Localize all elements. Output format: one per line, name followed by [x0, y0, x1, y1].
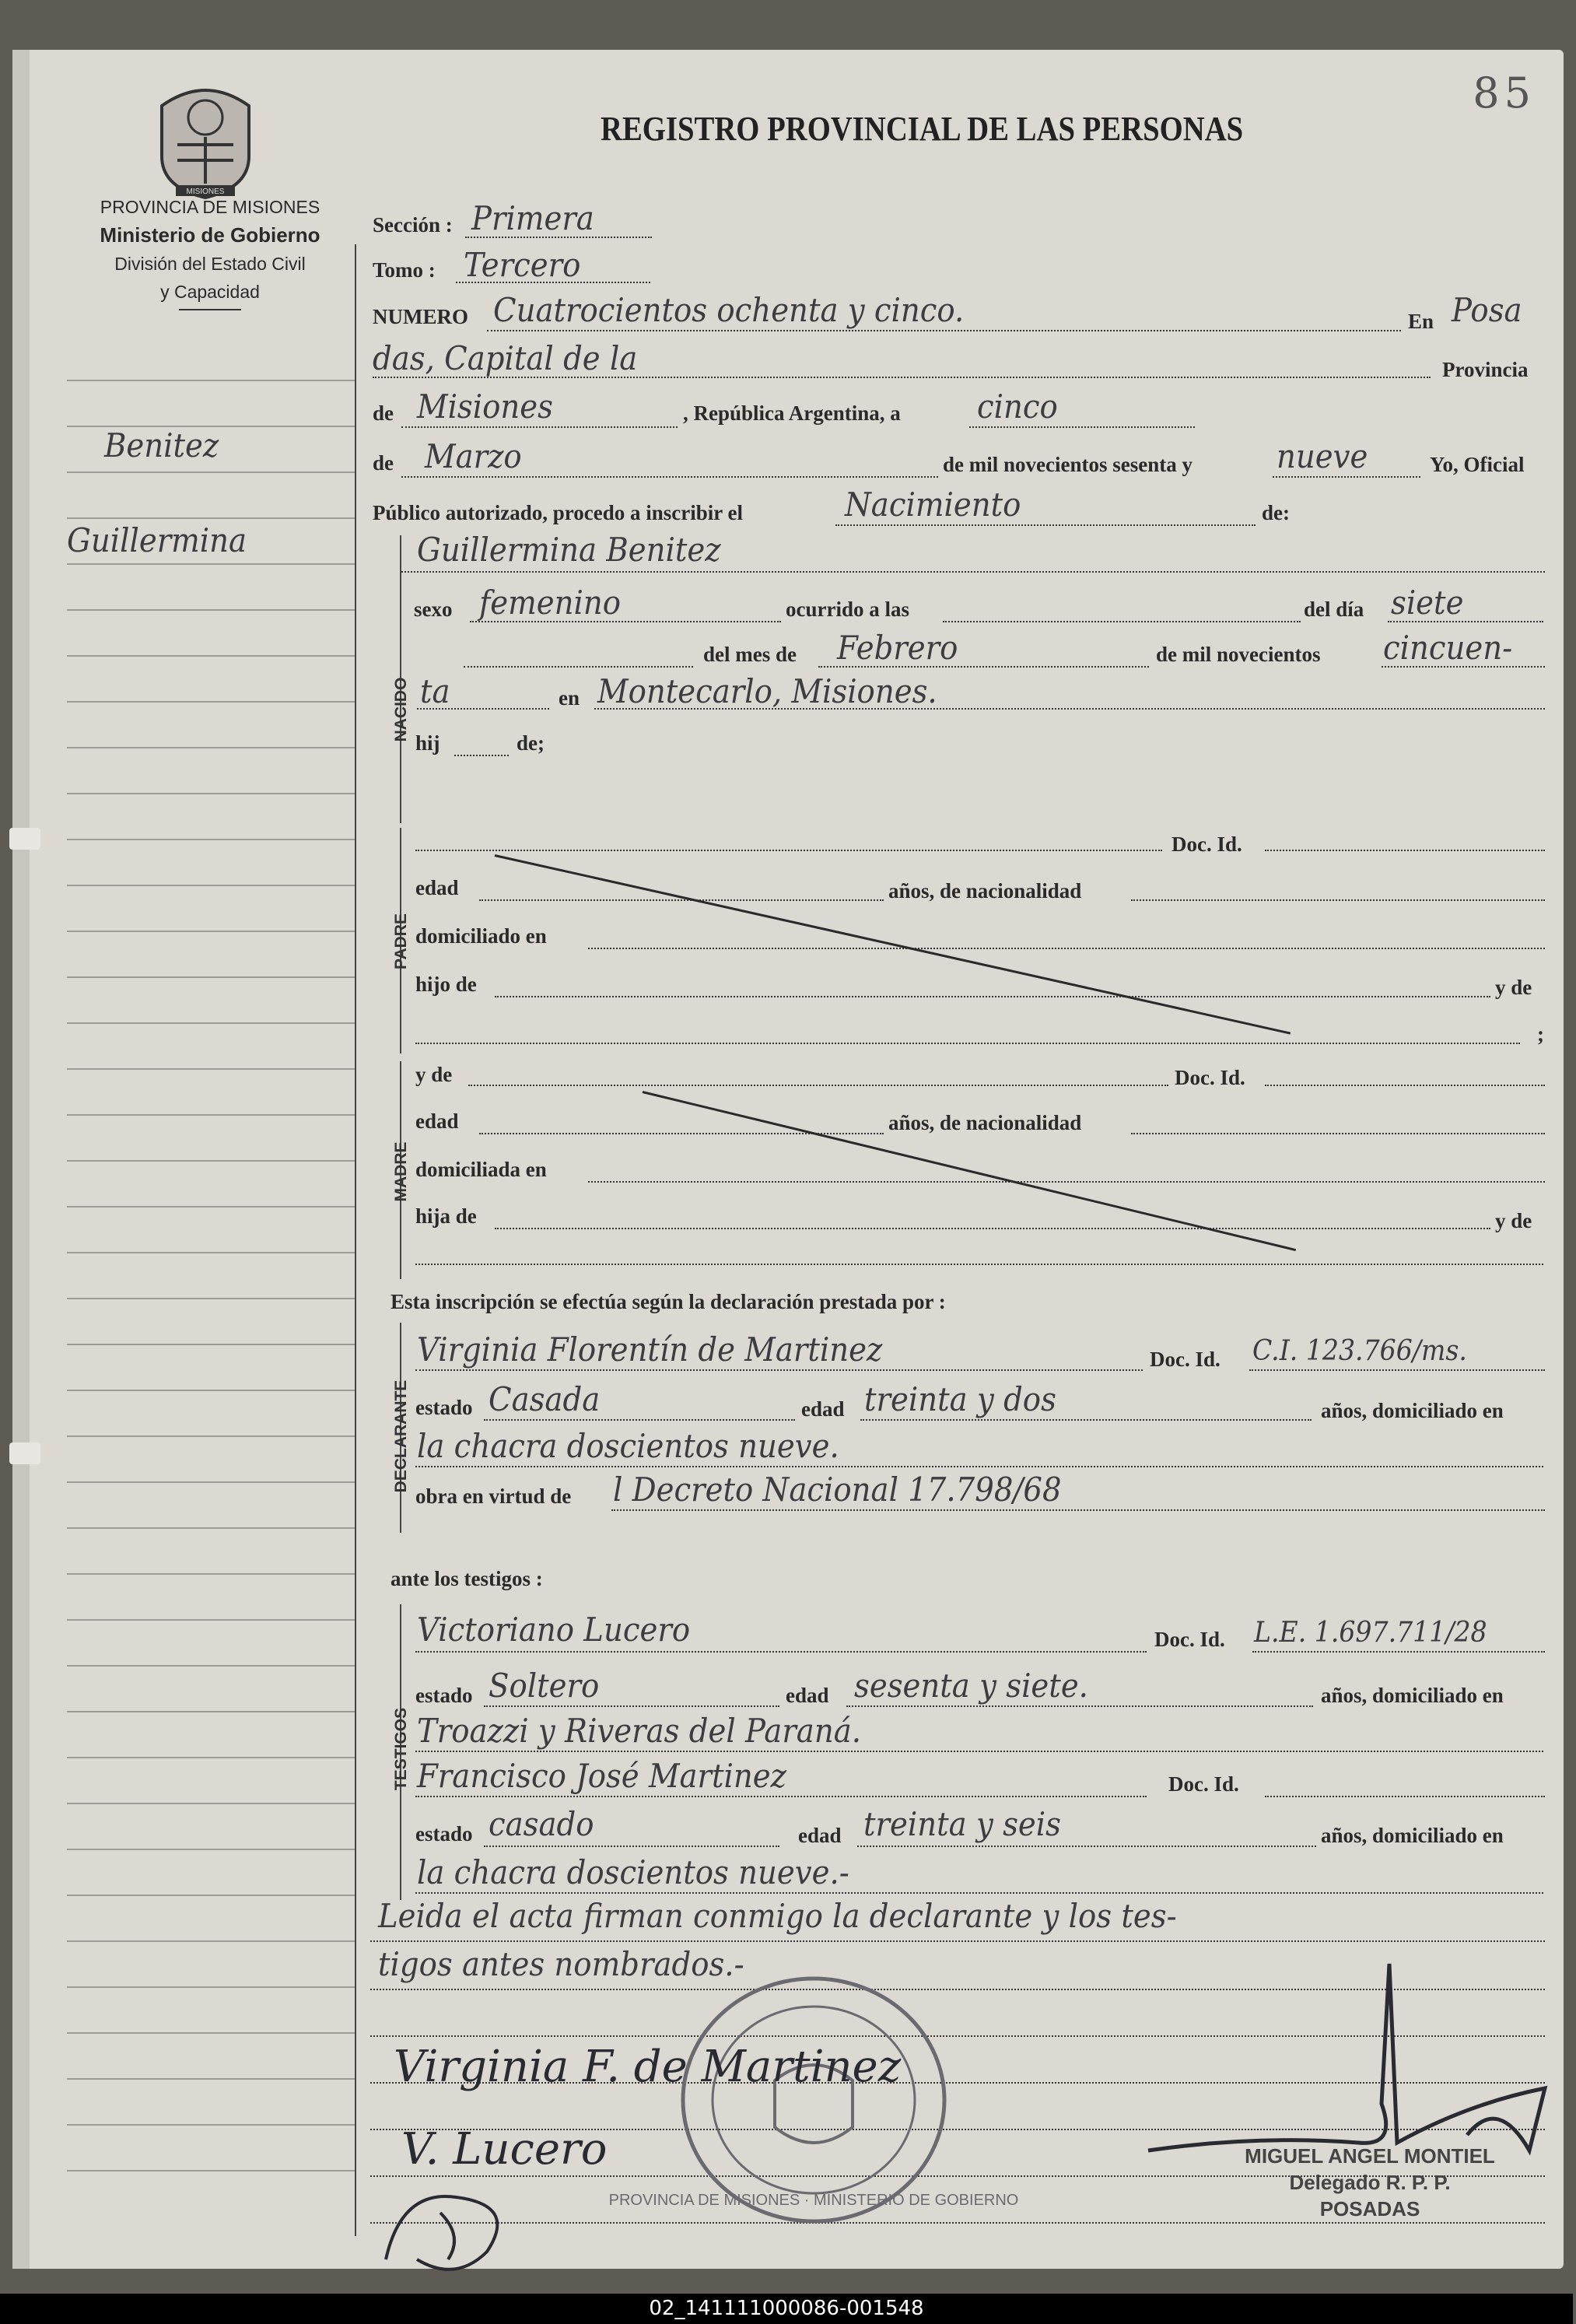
testigo1-estado-value: Soltero [489, 1667, 600, 1705]
margin-rule [67, 1206, 355, 1208]
margin-given-name: Guillermina [67, 521, 247, 559]
padre-doc-label: Doc. Id. [1171, 833, 1242, 856]
margin-rule [67, 380, 355, 381]
margin-rule [67, 839, 355, 840]
madre-nacionalidad-label: años, de nacionalidad [888, 1111, 1082, 1134]
seccion-value: Primera [471, 199, 594, 237]
numero-label: NUMERO [373, 305, 468, 328]
section-label-madre: MADRE [392, 1141, 410, 1202]
margin-rule [67, 1527, 355, 1529]
margin-rule [67, 1665, 355, 1667]
padre-nacionalidad-label: años, de nacionalidad [888, 879, 1082, 903]
section-label-testigos: TESTIGOS [392, 1707, 410, 1791]
tomo-label: Tomo : [373, 258, 436, 282]
signature-testigo: V. Lucero [401, 2124, 608, 2175]
numero-value: Cuatrocientos ochenta y cinco. [493, 291, 965, 329]
en-label: En [1408, 310, 1434, 333]
testigo2-edad-value: treinta y seis [863, 1805, 1061, 1843]
closing-rule [370, 2222, 1545, 2224]
margin-rule [67, 2078, 355, 2080]
margin-rule [67, 1435, 355, 1437]
nacido-en-label: en [559, 686, 580, 710]
margin-rule [67, 747, 355, 748]
declarante-edad-value: treinta y dos [864, 1380, 1056, 1418]
svg-text:PROVINCIA DE MISIONES · MINIST: PROVINCIA DE MISIONES · MINISTERIO DE GOBIERNO [608, 2192, 1019, 2209]
margin-rule [67, 1068, 355, 1070]
padre-edad-label: edad [415, 876, 459, 899]
declarante-estado-label: estado [415, 1396, 473, 1419]
testigo1-doc-label: Doc. Id. [1154, 1628, 1225, 1651]
institution-line: División del Estado Civil [114, 254, 306, 274]
nacido-lugar-value: Montecarlo, Misiones. [597, 672, 937, 710]
margin-rule [67, 1344, 355, 1345]
margin-surname: Benitez [104, 426, 219, 464]
institution-line: PROVINCIA DE MISIONES [100, 197, 320, 217]
declarante-doc-label: Doc. Id. [1150, 1348, 1221, 1371]
margin-rule [67, 655, 355, 657]
provincia-label: Provincia [1442, 358, 1529, 381]
margin-rule [67, 609, 355, 611]
margin-rule [67, 1849, 355, 1850]
margin-rule [67, 1757, 355, 1758]
testigo2-doc-label: Doc. Id. [1168, 1772, 1239, 1796]
madre-doc-label: Doc. Id. [1175, 1066, 1245, 1089]
margin-rule [67, 701, 355, 703]
margin-rule [67, 2032, 355, 2034]
margin-rule [67, 517, 355, 519]
declarante-obra-label: obra en virtud de [415, 1484, 572, 1508]
margin-rule [67, 1940, 355, 1942]
testigo2-name: Francisco José Martinez [417, 1757, 787, 1795]
testigo2-estado-value: casado [489, 1805, 594, 1843]
margin-rule [67, 1022, 355, 1024]
testigo2-edad-label: edad [798, 1824, 842, 1847]
closing-line-2: tigos antes nombrados.- [378, 1945, 744, 1983]
signature-scribble-icon [370, 2166, 541, 2283]
sexo-value: femenino [479, 584, 622, 622]
margin-rule [67, 1711, 355, 1712]
document-title: REGISTRO PROVINCIAL DE LAS PERSONAS [601, 110, 1244, 148]
declarante-intro: Esta inscripción se efectúa según la declaración prestada por : [390, 1290, 946, 1313]
margin-divider [355, 244, 356, 2236]
closing-rule [370, 1940, 1545, 1942]
margin-rule [67, 471, 355, 473]
padre-hijo-label: hijo de [415, 973, 477, 996]
de3-label: de: [1262, 501, 1290, 524]
en-value-2: das, Capital de la [373, 339, 638, 377]
testigo1-domicilio-value: Troazzi y Riveras del Paraná. [417, 1712, 862, 1750]
anio-label: de mil novecientos sesenta y [943, 453, 1193, 476]
margin-rule [67, 976, 355, 978]
declarante-domicilio-label: años, domiciliado en [1321, 1399, 1504, 1422]
hij-label: hij [415, 731, 440, 755]
institution-line: y Capacidad [160, 282, 260, 302]
margin-rule [67, 1895, 355, 1896]
nacido-mes-label: del mes de [703, 643, 797, 666]
signature-official-icon [1140, 1948, 1576, 2158]
hij-de-label: de; [517, 731, 545, 755]
provincia-value: Misiones [417, 387, 553, 426]
acto-value: Nacimiento [845, 485, 1021, 524]
margin-rule [67, 1160, 355, 1162]
testigo2-domicilio-label: años, domiciliado en [1321, 1824, 1504, 1847]
institution-block [54, 193, 366, 310]
madre-domicilio-label: domiciliada en [415, 1158, 547, 1181]
testigo1-domicilio-label: años, domiciliado en [1321, 1684, 1504, 1707]
page-spine-edge [12, 50, 30, 2269]
madre-hija-label: hija de [415, 1204, 477, 1228]
sexo-label: sexo [414, 598, 453, 621]
section-label-declarante: DECLARANTE [392, 1379, 410, 1493]
institution-line: Ministerio de Gobierno [100, 223, 320, 247]
republica-label: , República Argentina, a [683, 401, 901, 425]
margin-rule [67, 1114, 355, 1116]
testigo1-doc-value: L.E. 1.697.711/28 [1254, 1617, 1487, 1649]
declarante-name: Virginia Florentín de Martinez [417, 1330, 883, 1369]
nacido-dia-value: siete [1391, 584, 1464, 622]
testigo1-estado-label: estado [415, 1684, 473, 1707]
en-value-1: Posa [1452, 291, 1522, 329]
margin-rule [67, 1390, 355, 1391]
nacido-anio-value-cont: ta [420, 672, 450, 710]
file-id-footer: 02_141111000086-001548 [0, 2294, 1573, 2324]
margin-rule [67, 1298, 355, 1299]
margin-rule [67, 1986, 355, 1988]
nacido-mes-value: Febrero [837, 629, 958, 667]
register-page [12, 50, 1564, 2269]
official-title: Delegado R. P. P. [1289, 2171, 1451, 2194]
oficial-label: Yo, Oficial [1430, 453, 1525, 476]
mes-value: Marzo [425, 437, 522, 475]
section-label-nacido: NACIDO [392, 677, 410, 742]
declarante-domicilio-value: la chacra doscientos nueve. [417, 1427, 839, 1465]
nacido-anio-label: de mil novecientos [1156, 643, 1321, 666]
del-dia-label: del día [1304, 598, 1364, 621]
testigo1-edad-value: sesenta y siete. [854, 1667, 1088, 1705]
section-label-padre: PADRE [392, 913, 410, 969]
padre-y-de-label: y de [1495, 976, 1532, 999]
madre-y-de-label: y de [415, 1063, 453, 1086]
margin-rule [67, 2170, 355, 2172]
madre-y-de2-label: y de [1495, 1209, 1532, 1232]
seccion-label: Sección : [373, 213, 453, 237]
madre-edad-label: edad [415, 1109, 459, 1133]
svg-text:MISIONES: MISIONES [186, 188, 225, 196]
dia-value: cinco [977, 387, 1058, 426]
nacido-name: Guillermina Benitez [417, 531, 721, 569]
signature-declarante: Virginia F. de Martinez [394, 2042, 902, 2092]
nacido-anio-value: cincuen- [1383, 629, 1513, 667]
testigo1-name: Victoriano Lucero [417, 1611, 691, 1649]
margin-rule [67, 793, 355, 794]
closing-line-1: Leida el acta firman conmigo la declarante y los tes- [378, 1897, 1177, 1935]
declarante-doc-value: C.I. 123.766/ms. [1252, 1335, 1467, 1367]
declarante-edad-label: edad [801, 1397, 845, 1421]
padre-domicilio-label: domiciliado en [415, 924, 547, 948]
binding-thread [9, 828, 40, 850]
margin-rule [67, 1573, 355, 1575]
official-stamp [1187, 2143, 1553, 2222]
de2-label: de [373, 451, 394, 475]
declarante-estado-value: Casada [489, 1380, 601, 1418]
margin-rule [67, 1481, 355, 1483]
margin-rule [67, 931, 355, 932]
testigo1-edad-label: edad [786, 1684, 829, 1707]
official-city: POSADAS [1319, 2197, 1420, 2221]
ocurrido-label: ocurrido a las [786, 598, 909, 621]
publico-label: Público autorizado, procedo a inscribir el [373, 501, 743, 524]
official-name: MIGUEL ANGEL MONTIEL [1245, 2144, 1495, 2168]
margin-rule [67, 1252, 355, 1253]
tomo-value: Tercero [464, 246, 581, 284]
margin-rule [67, 1803, 355, 1804]
margin-rule [67, 885, 355, 886]
testigos-intro: ante los testigos : [390, 1567, 543, 1590]
binding-thread [9, 1442, 40, 1464]
padre-semicolon: ; [1537, 1022, 1544, 1046]
margin-rule [67, 1619, 355, 1621]
testigo2-domicilio-value: la chacra doscientos nueve.- [417, 1853, 849, 1891]
testigo2-estado-label: estado [415, 1822, 473, 1846]
anio-value: nueve [1277, 437, 1368, 475]
de-label: de [373, 401, 394, 425]
page-number: 85 [1473, 68, 1536, 117]
provincial-emblem-icon [154, 82, 257, 199]
margin-rule [67, 2124, 355, 2126]
declarante-obra-value: l Decreto Nacional 17.798/68 [613, 1470, 1062, 1509]
margin-rule [67, 563, 355, 565]
